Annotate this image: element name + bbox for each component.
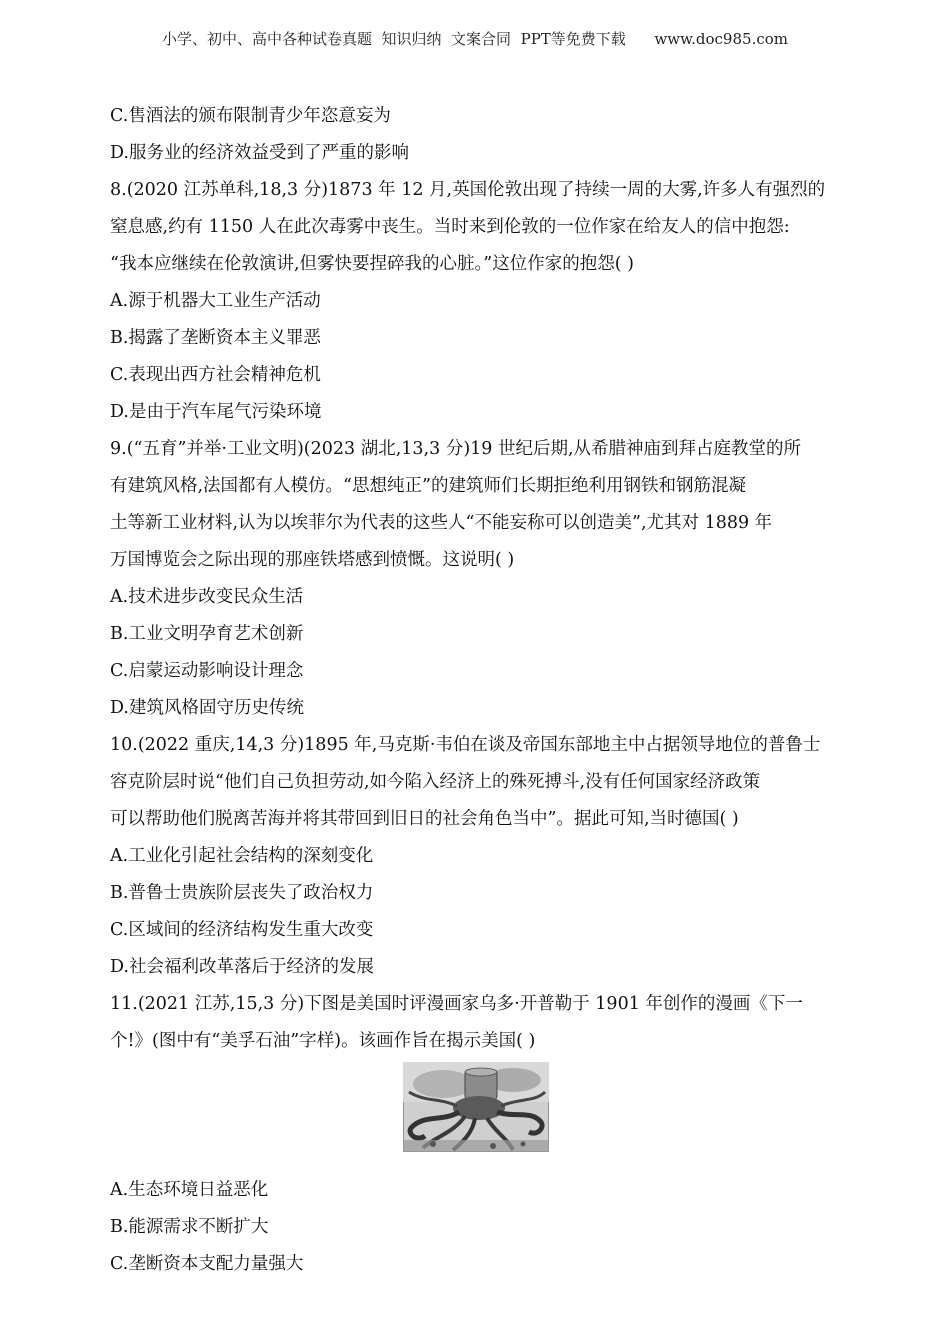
option-b: B.能源需求不断扩大 (110, 1217, 269, 1237)
option-d: D.是由于汽车尾气污染环境 (110, 402, 322, 422)
question-stem-line: 容克阶层时说“他们自己负担劳动,如今陷入经济上的殊死搏斗,没有任何国家经济政策 (110, 772, 761, 792)
option-c: C.区域间的经济结构发生重大改变 (110, 920, 374, 940)
option-b: B.工业文明孕育艺术创新 (110, 624, 304, 644)
question-stem-line: 有建筑风格,法国都有人模仿。“思想纯正”的建筑师们长期拒绝利用钢铁和钢筋混凝 (110, 476, 746, 496)
question-stem-line: 10.(2022 重庆,14,3 分)1895 年,马克斯·韦伯在谈及帝国东部地主中占据领导地位的普鲁士 (110, 735, 821, 755)
option-c: C.启蒙运动影响设计理念 (110, 661, 304, 681)
option-b: B.揭露了垄断资本主义罪恶 (110, 328, 321, 348)
question-stem-line: “我本应继续在伦敦演讲,但雾快要捏碎我的心脏。”这位作家的抱怨( ) (110, 254, 634, 274)
question-stem-line: 可以帮助他们脱离苦海并将其带回到旧日的社会角色当中”。据此可知,当时德国( ) (110, 809, 739, 829)
option-d: D.社会福利改革落后于经济的发展 (110, 957, 374, 977)
option-a: A.工业化引起社会结构的深刻变化 (110, 846, 374, 866)
question-stem-line: 8.(2020 江苏单科,18,3 分)1873 年 12 月,英国伦敦出现了持续一周的大雾,许多人有强烈的 (110, 180, 826, 200)
option-b: B.普鲁士贵族阶层丧失了政治权力 (110, 883, 374, 903)
option-a: A.源于机器大工业生产活动 (110, 291, 321, 311)
question-stem-line: 9.(“五育”并举·工业文明)(2023 湖北,13,3 分)19 世纪后期,从希腊神庙到拜占庭教堂的所 (110, 439, 802, 459)
question-stem-line: 土等新工业材料,认为以埃菲尔为代表的这些人“不能妄称可以创造美”,尤其对 1889 年 (110, 513, 773, 533)
question-10 (110, 727, 842, 986)
question-stem-line: 窒息感,约有 1150 人在此次毒雾中丧生。当时来到伦敦的一位作家在给友人的信中抱怨: (110, 217, 790, 237)
option-a: A.技术进步改变民众生活 (110, 587, 304, 607)
octopus-cartoon-image (403, 1062, 549, 1152)
question-9 (110, 431, 842, 727)
question-7-tail (110, 98, 842, 172)
option-c: C.表现出西方社会精神危机 (110, 365, 321, 385)
question-11 (110, 986, 842, 1283)
option-d: D.服务业的经济效益受到了严重的影响 (110, 143, 409, 163)
question-stem-line: 万国博览会之际出现的那座铁塔感到愤慨。这说明( ) (110, 550, 515, 570)
question-stem-line: 11.(2021 江苏,15,3 分)下图是美国时评漫画家乌多·开普勒于 1901 年创作的漫画《下一 (110, 994, 803, 1014)
option-c: C.垄断资本支配力量强大 (110, 1254, 304, 1274)
question-stem-line: 个!》(图中有“美孚石油”字样)。该画作旨在揭示美国( ) (110, 1031, 536, 1051)
option-a: A.生态环境日益恶化 (110, 1180, 269, 1200)
exam-content (110, 98, 842, 1283)
option-c: C.售酒法的颁布限制青少年恣意妄为 (110, 106, 391, 126)
page-header: 小学、初中、高中各种试卷真题 知识归纳 文案合同 PPT等免费下载 www.doc985.com (161, 30, 788, 48)
question-8 (110, 172, 842, 431)
option-d: D.建筑风格固守历史传统 (110, 698, 304, 718)
cartoon-figure (110, 1060, 842, 1168)
